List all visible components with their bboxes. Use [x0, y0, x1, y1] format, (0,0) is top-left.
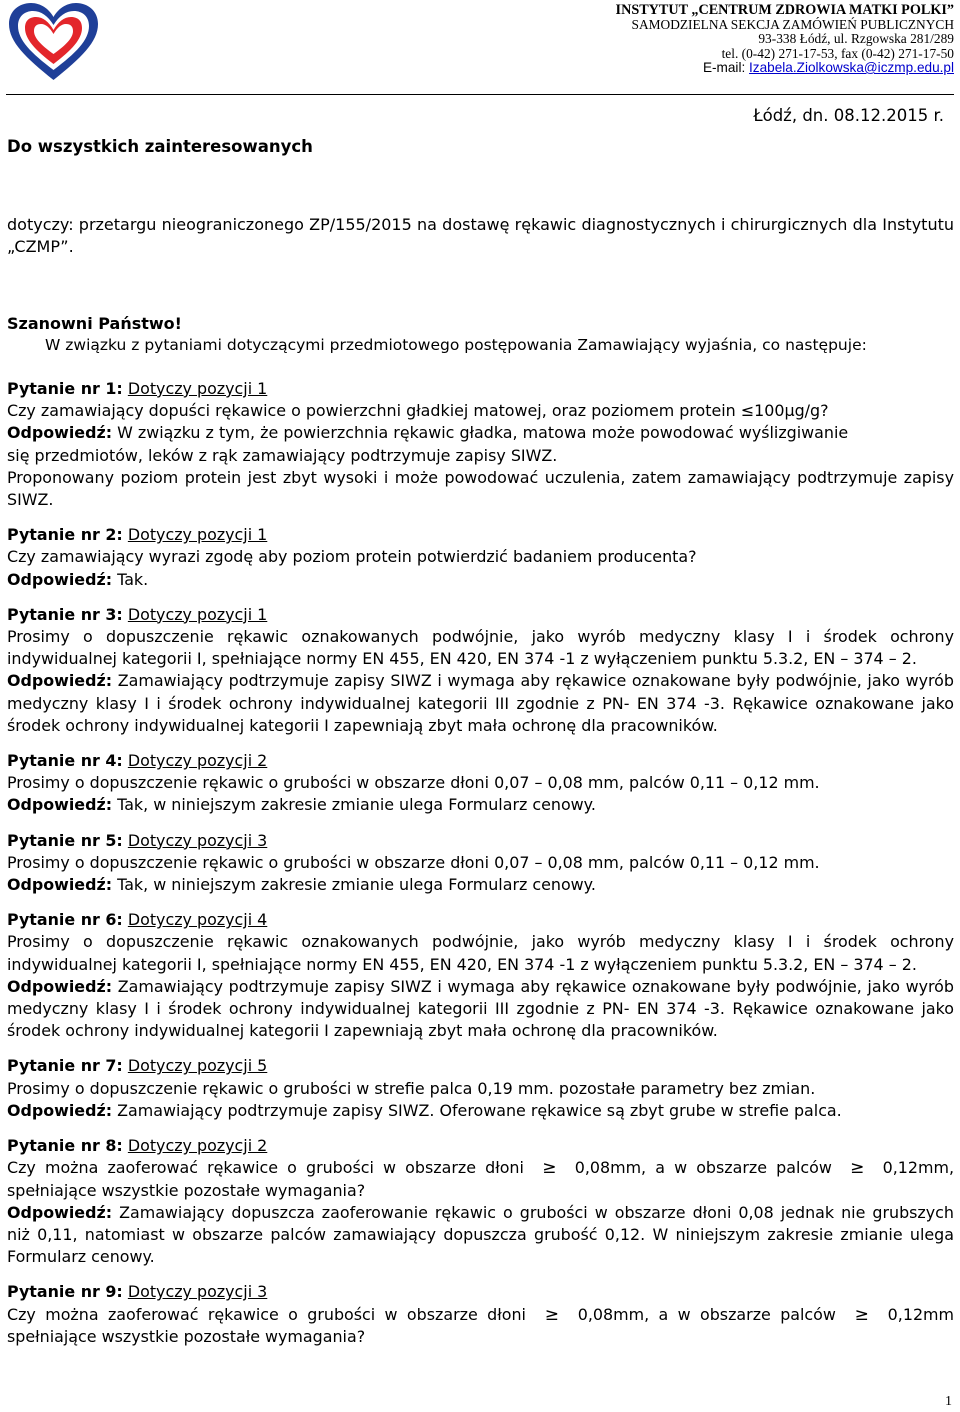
answer-label: Odpowiedź: [7, 671, 113, 691]
org-email-line [616, 61, 954, 76]
greater-equal-symbol: ≥ [542, 1158, 557, 1179]
question-text: Czy zamawiający dopuści rękawice o powierzchni gładkiej matowej, oraz poziomem protein ≤100μg/g? [7, 401, 829, 421]
organization-header [616, 3, 954, 76]
question-label: Pytanie nr 3: [7, 604, 123, 624]
question-ref: Dotyczy pozycji 2 [127, 751, 268, 771]
question-ref: Dotyczy pozycji 5 [127, 1056, 268, 1076]
question-label: Pytanie nr 1: [7, 379, 123, 398]
question-label: Pytanie nr 5: [7, 830, 123, 850]
greater-equal-symbol: ≥ [850, 1158, 865, 1179]
question-ref: Dotyczy pozycji 1 [127, 379, 268, 398]
recipient: Do wszystkich zainteresowanych [7, 137, 313, 156]
org-unit: SAMODZIELNA SEKCJA ZAMÓWIEŃ PUBLICZNYCH [631, 16, 954, 32]
answer-label: Odpowiedź: [7, 795, 113, 815]
question-heading [7, 378, 954, 400]
answer-label: Odpowiedź: [7, 423, 113, 443]
question-ref: Dotyczy pozycji 2 [127, 1136, 268, 1156]
answer-text: Odpowiedź: Zamawiający podtrzymuje zapisy SIWZ. Oferowane rękawice są zbyt grube w strefie palca. [7, 1100, 842, 1120]
answer-text: Odpowiedź: Tak. [7, 569, 149, 589]
question-heading [7, 524, 954, 546]
question-label: Pytanie nr 7: [7, 1056, 123, 1076]
greater-equal-symbol: ≥ [544, 1304, 559, 1325]
heart-logo-icon [6, 2, 101, 84]
question-text: Prosimy o dopuszczenie rękawic o grubości w obszarze dłoni 0,07 – 0,08 mm, palców 0,11 – 0,12 mm. [7, 852, 820, 872]
less-equal-symbol: ≤ [740, 401, 755, 421]
answer-label: Odpowiedź: [7, 1202, 113, 1222]
answer-text-cont: się przedmiotów, leków z rąk zamawiający podtrzymuje zapisy SIWZ. [7, 445, 558, 465]
question-label: Pytanie nr 8: [7, 1136, 123, 1156]
question-ref: Dotyczy pozycji 1 [127, 604, 268, 624]
org-phone: tel. (0-42) 271-17-53, fax (0-42) 271-17-50 [721, 45, 954, 61]
subject-line: dotyczy: przetargu nieograniczonego ZP/155/2015 na dostawę rękawic diagnostycznych i chirurgicznych dla Instytutu „CZMP”. [7, 215, 954, 256]
question-text: Prosimy o dopuszczenie rękawic oznakowanych podwójnie, jako wyrób medyczny klasy I i środek ochrony indywidualnej kategorii I, spełniające normy EN 455, EN 420, EN 374 -1 z wyłączeniem punktu 5.3.2, EN – 374 – 2. [7, 627, 954, 669]
greeting: Szanowni Państwo! [7, 314, 182, 333]
answer-label: Odpowiedź: [7, 875, 113, 895]
answer-text: Odpowiedź: Tak, w niniejszym zakresie zmianie ulega Formularz cenowy. [7, 795, 596, 815]
answer-text: Odpowiedź: Tak, w niniejszym zakresie zmianie ulega Formularz cenowy. [7, 875, 596, 895]
answer-text: Odpowiedź: W związku z tym, że powierzchnia rękawic gładka, matowa może powodować wyślizgiwanie [7, 423, 849, 443]
question-item [7, 604, 954, 737]
question-text: Czy można zaoferować rękawice o grubości w obszarze dłoni ≥ 0,08mm, a w obszarze palców ≥ 0,12mm spełniające wszystkie pozostałe wymagania? [7, 1304, 955, 1346]
question-item [7, 1135, 954, 1268]
question-item [7, 1055, 954, 1122]
question-text: Prosimy o dopuszczenie rękawic o grubości w obszarze dłoni 0,07 – 0,08 mm, palców 0,11 – 0,12 mm. [7, 773, 820, 793]
question-heading [7, 750, 954, 772]
answer-label: Odpowiedź: [7, 1100, 113, 1120]
email-link[interactable]: Izabela.Ziolkowska@iczmp.edu.pl [749, 60, 954, 75]
question-ref: Dotyczy pozycji 3 [127, 830, 268, 850]
letter-date: Łódź, dn. 08.12.2015 r. [753, 106, 944, 125]
answer-label: Odpowiedź: [7, 569, 113, 589]
email-label: E-mail: [702, 60, 746, 75]
question-heading [7, 909, 954, 931]
intro-text: W związku z pytaniami dotyczącymi przedmiotowego postępowania Zamawiający wyjaśnia, co następuje: [45, 336, 867, 354]
question-item [7, 750, 954, 817]
greater-equal-symbol: ≥ [854, 1304, 869, 1325]
question-ref: Dotyczy pozycji 3 [127, 1282, 268, 1302]
question-item [7, 830, 954, 897]
question-heading [7, 1281, 954, 1303]
question-ref: Dotyczy pozycji 1 [127, 525, 268, 545]
question-item [7, 909, 954, 1042]
question-item [7, 1281, 954, 1348]
question-item [7, 378, 954, 511]
question-item [7, 524, 954, 591]
question-text: Prosimy o dopuszczenie rękawic oznakowanych podwójnie, jako wyrób medyczny klasy I i środek ochrony indywidualnej kategorii I, spełniające normy EN 455, EN 420, EN 374 -1 z wyłączeniem punktu 5.3.2, EN – 374 – 2. [7, 932, 954, 974]
question-heading [7, 1135, 954, 1157]
answer-text-cont: Proponowany poziom protein jest zbyt wysoki i może powodować uczulenia, zatem zamawiający podtrzymuje zapisy SIWZ. [7, 467, 954, 510]
org-name: INSTYTUT „CENTRUM ZDROWIA MATKI POLKI” [615, 2, 954, 18]
question-text: Czy zamawiający wyrazi zgodę aby poziom protein potwierdzić badaniem producenta? [7, 547, 697, 567]
page-number: 1 [945, 1394, 952, 1409]
question-heading [7, 604, 954, 626]
question-heading [7, 830, 954, 852]
org-address: 93-338 Łódź, ul. Rzgowska 281/289 [758, 31, 954, 46]
answer-text: Odpowiedź: Zamawiający podtrzymuje zapisy SIWZ i wymaga aby rękawice oznakowane były podwójnie, jako wyrób medyczny klasy I i środek ochrony indywidualnej kategorii III zgodnie z PN- EN 374 -3. Rękawice oznakowane jako środek ochrony indywidualnej kategorii I zapewniają zbyt mała ochronę dla pracowników. [7, 976, 954, 1041]
question-label: Pytanie nr 6: [7, 910, 123, 930]
header-divider [6, 94, 954, 95]
question-label: Pytanie nr 2: [7, 525, 123, 545]
answer-label: Odpowiedź: [7, 976, 113, 996]
questions-list [7, 378, 954, 1361]
question-ref: Dotyczy pozycji 4 [127, 910, 268, 930]
question-text: Czy można zaoferować rękawice o grubości w obszarze dłoni ≥ 0,08mm, a w obszarze palców ≥ 0,12mm, spełniające wszystkie pozostałe wymagania? [7, 1158, 955, 1200]
question-label: Pytanie nr 9: [7, 1282, 123, 1302]
answer-text: Odpowiedź: Zamawiający podtrzymuje zapisy SIWZ i wymaga aby rękawice oznakowane były podwójnie, jako wyrób medyczny klasy I i środek ochrony indywidualnej kategorii III zgodnie z PN- EN 374 -3. Rękawice oznakowane jako środek ochrony indywidualnej kategorii I zapewniają zbyt mała ochronę dla pracowników. [7, 671, 954, 735]
answer-text: Odpowiedź: Zamawiający dopuszcza zaoferowanie rękawic o grubości w obszarze dłoni 0,08 jednak nie grubszych niż 0,11, natomiast w obszarze palców zamawiający dopuszcza grubość 0,12. W niniejszym zakresie zmianie ulega Formularz cenowy. [7, 1202, 954, 1267]
question-text: Prosimy o dopuszczenie rękawic o grubości w strefie palca 0,19 mm. pozostałe parametry bez zmian. [7, 1078, 816, 1098]
question-label: Pytanie nr 4: [7, 751, 123, 771]
question-heading [7, 1055, 954, 1077]
